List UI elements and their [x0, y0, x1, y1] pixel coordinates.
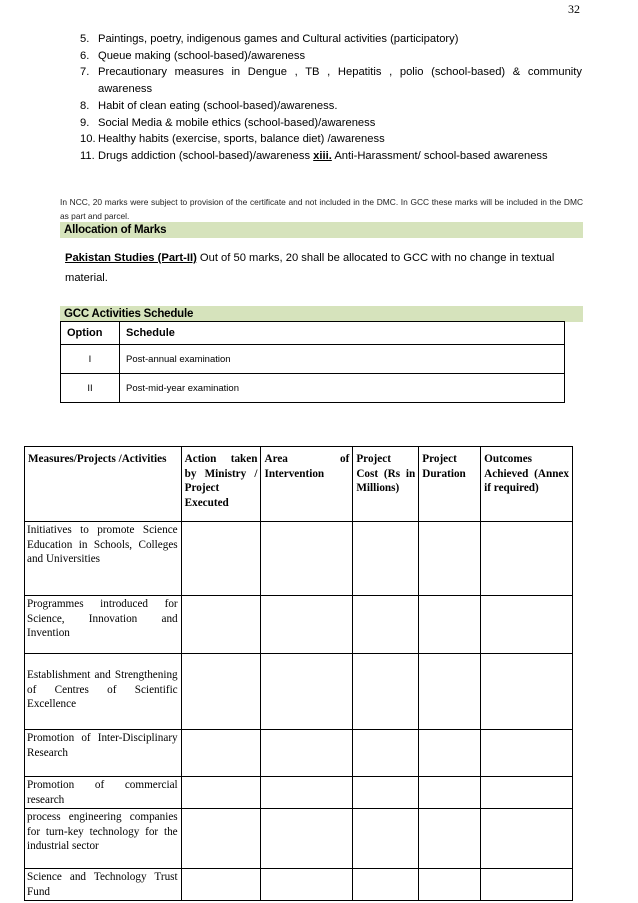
table-cell [181, 869, 261, 901]
column-header: Project Duration [419, 447, 481, 522]
table-row [25, 522, 573, 596]
column-header: Outcomes Achieved (Annex if required) [481, 447, 573, 522]
table-cell [353, 654, 419, 730]
table-cell [181, 522, 261, 596]
table-cell [419, 730, 481, 777]
table-cell: Promotion of commercial research [25, 777, 182, 809]
list-text: Precautionary measures in Dengue , TB , Hepatitis , polio (school-based) & community awareness [98, 66, 582, 96]
table-cell [261, 869, 353, 901]
table-row [25, 809, 573, 869]
table-row [61, 374, 565, 403]
table-cell [419, 777, 481, 809]
table-row [25, 596, 573, 654]
list-item [80, 31, 582, 48]
table-row [25, 869, 573, 901]
column-header: Option [61, 322, 120, 345]
list-item [80, 131, 582, 148]
table-row [61, 345, 565, 374]
table-cell [419, 809, 481, 869]
table-cell [481, 869, 573, 901]
list-item [80, 48, 582, 65]
table-cell [181, 777, 261, 809]
schedule-table [60, 321, 565, 403]
column-header: Action taken by Ministry / Project Executed [181, 447, 261, 522]
list-number: 8. [80, 99, 90, 112]
table-cell [353, 730, 419, 777]
list-item [80, 98, 582, 115]
table-cell [261, 809, 353, 869]
table-row [25, 730, 573, 777]
list-number: 10. [80, 133, 96, 146]
list-number: 9. [80, 116, 90, 129]
table-cell [419, 522, 481, 596]
table-cell [419, 654, 481, 730]
list-number: 5. [80, 33, 90, 45]
table-cell [481, 654, 573, 730]
table-cell [419, 869, 481, 901]
column-header: Area of Intervention [261, 447, 353, 522]
table-cell: Science and Technology Trust Fund [25, 869, 182, 901]
list-item [80, 148, 582, 165]
table-cell [353, 522, 419, 596]
list-text: Drugs addiction (school-based)/awareness [98, 149, 314, 162]
list-number: 6. [80, 49, 90, 62]
table-cell: I [61, 345, 120, 374]
table-cell [481, 730, 573, 777]
table-cell [261, 730, 353, 777]
table-cell: Programmes introduced for Science, Innovation and Invention [25, 596, 182, 654]
table-cell [261, 522, 353, 596]
measures-table [24, 446, 573, 901]
list-item [80, 64, 582, 97]
table-cell [481, 596, 573, 654]
pak-studies-lead: Pakistan Studies (Part-II) [65, 252, 197, 264]
table-header-row [61, 322, 565, 345]
table-header-row [25, 447, 573, 522]
table-cell [181, 654, 261, 730]
table-row [25, 777, 573, 809]
list-number: 7. [80, 66, 90, 79]
awareness-activities-list [80, 31, 582, 165]
list-text: Social Media & mobile ethics (school-based)/awareness [98, 116, 376, 129]
table-cell: Promotion of Inter-Disciplinary Research [25, 730, 182, 777]
table-cell [419, 596, 481, 654]
table-cell [261, 777, 353, 809]
list-text: Queue making (school-based)/awareness [98, 49, 306, 62]
list-text: Paintings, poetry, indigenous games and Cultural activities (participatory) [98, 33, 459, 45]
table-cell [261, 654, 353, 730]
table-cell: Initiatives to promote Science Education in Schools, Colleges and Universities [25, 522, 182, 596]
table-cell [481, 809, 573, 869]
table-cell [261, 596, 353, 654]
table-cell: process engineering companies for turn-key technology for the industrial sector [25, 809, 182, 869]
ncc-note: In NCC, 20 marks were subject to provision of the certificate and not included in the DMC. In GCC these marks will be included in the DMC as part and parcel. [60, 197, 583, 221]
list-number: 11. [80, 149, 95, 162]
pak-studies-text: Out of 50 marks, 20 shall be allocated to GCC with no change in textual material. [65, 252, 555, 284]
inline-text: Anti-Harassment/ school-based awareness [331, 149, 548, 162]
table-cell [353, 869, 419, 901]
table-cell: Post-mid-year examination [120, 374, 565, 403]
list-text: Healthy habits (exercise, sports, balance diet) /awareness [98, 133, 385, 146]
table-row [25, 654, 573, 730]
table-cell [181, 730, 261, 777]
table-cell: Establishment and Strengthening of Centres of Scientific Excellence [25, 654, 182, 730]
table-cell [481, 777, 573, 809]
table-cell [181, 809, 261, 869]
table-cell [481, 522, 573, 596]
table-cell: Post-annual examination [120, 345, 565, 374]
column-header: Measures/Projects /Activities [25, 447, 182, 522]
list-item [80, 115, 582, 132]
table-cell [181, 596, 261, 654]
table-cell [353, 809, 419, 869]
inline-label: xiii. [313, 149, 332, 162]
column-header: Project Cost (Rs in Millions) [353, 447, 419, 522]
table-cell [353, 596, 419, 654]
table-cell: II [61, 374, 120, 403]
column-header: Schedule [120, 322, 565, 345]
allocation-heading: Allocation of Marks [60, 222, 583, 238]
table-cell [353, 777, 419, 809]
page-number: 32 [568, 2, 580, 16]
schedule-heading: GCC Activities Schedule [60, 306, 583, 322]
list-text: Habit of clean eating (school-based)/awareness. [98, 99, 338, 112]
pak-studies-paragraph [65, 248, 577, 288]
